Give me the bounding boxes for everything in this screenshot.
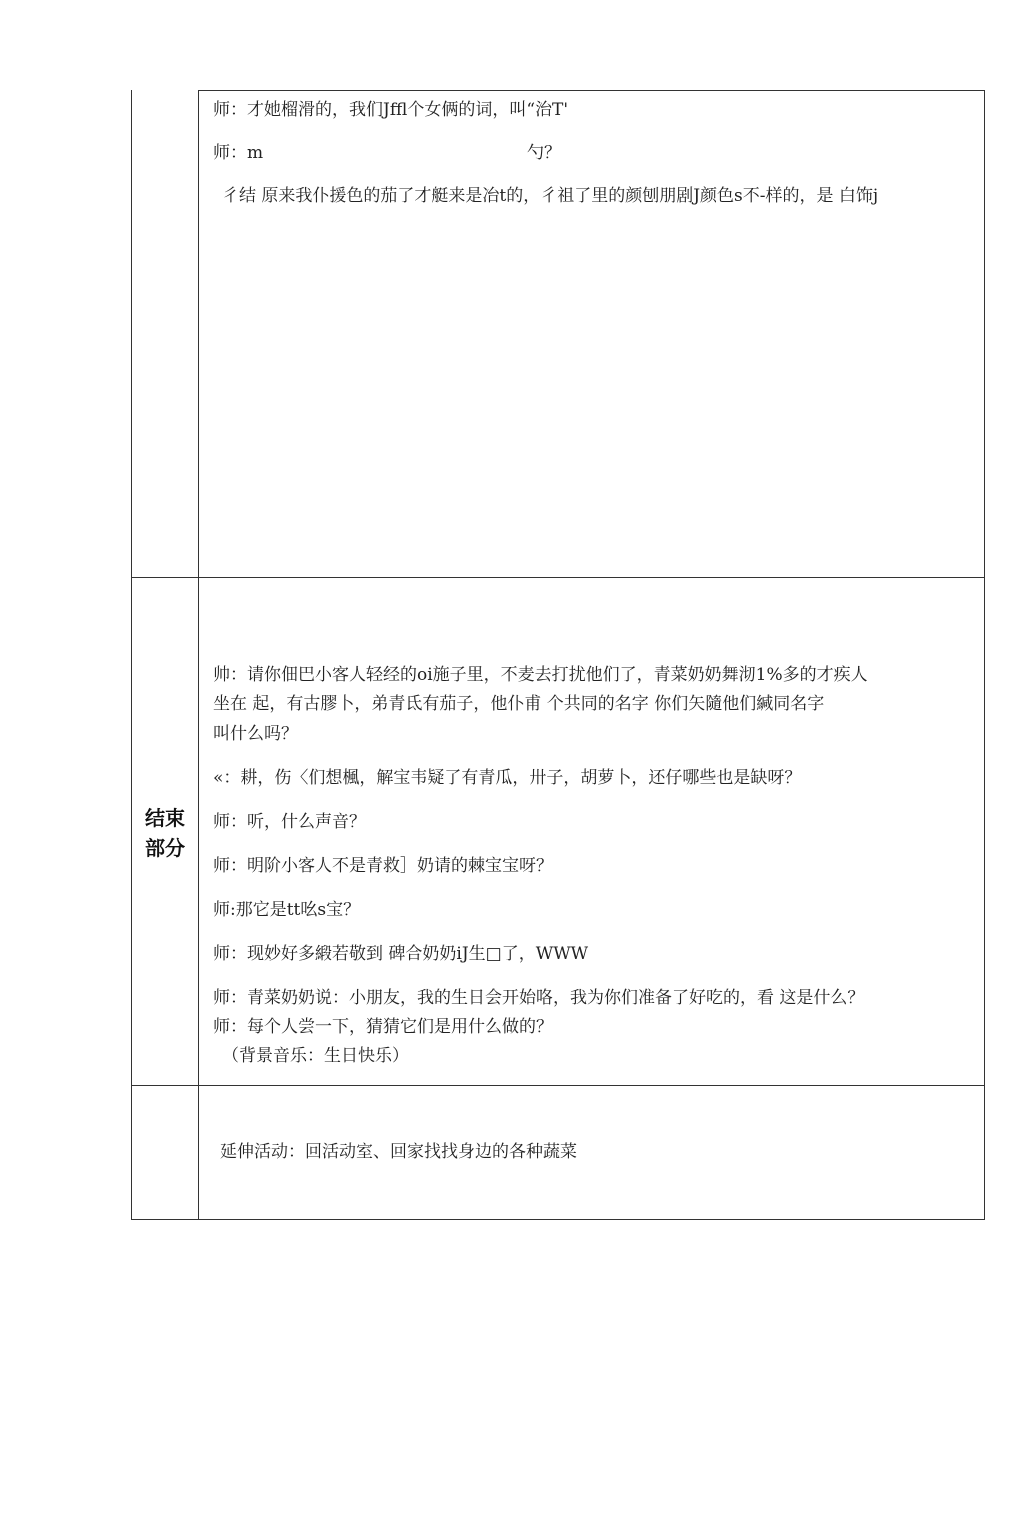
row2-line-4: «：耕，伤〈们想楓，解宝韦疑了有青瓜，卅子，胡萝卜，还仔哪些也是缺呀？ [213,768,802,788]
row2-line-3: 叫什么吗？ [213,724,298,744]
row1-line-2-end: 勺？ [527,143,561,163]
row2-line-2: 坐在 起，有古膠卜，弟青氐有茄子，他仆甫 个共同的名字 你们矢隨他们緘同名字 [213,694,825,714]
row2-line-6: 师：明阶小客人不是青救］奶请的棘宝宝呀？ [213,856,553,876]
row2-line-11: （背景音乐：生日快乐） [222,1046,409,1066]
row2-line-9: 师：青菜奶奶说：小朋友，我的生日会开始咯，我为你们准备了好吃的，看 这是什么？ [213,988,865,1008]
section-label-ending-line1: 结束 [145,806,185,830]
row1-line-2: 师：m [213,143,264,163]
row2-line-7: 师:那它是tt吆s宝？ [213,900,361,920]
row-divider-1 [131,577,985,578]
table-column-divider [198,90,199,1220]
row2-line-1: 帅：请你佃巴小客人轻经的oi施子里，不麦去打扰他们了，青菜奶奶舞沏1%多的才疾人 [213,665,868,685]
row3-line-1: 延伸活动：回活动室、回家找找身边的各种蔬菜 [220,1142,577,1162]
row2-line-5: 师：听，什么声音？ [213,812,366,832]
row2-line-10: 师：每个人尝一下，猜猜它们是用什么做的？ [213,1017,553,1037]
table-top-border [198,90,985,91]
row-divider-2 [131,1085,985,1086]
row1-line-1: 师：才她榴滑的，我们Jffl个女俩的词，叫“治T' [213,100,569,120]
table-left-border [131,90,132,1220]
row2-line-8: 师：现妙好多緞若敬到 碑合奶奶iJ生□了，WWW [213,944,589,964]
section-label-ending-line2: 部分 [145,836,185,860]
row1-line-3: 彳结 原来我仆援色的茄了才艇来是冶t的，彳祖了里的颜刨朋剧J颜色s不-样的，是 白饰j [222,186,879,206]
